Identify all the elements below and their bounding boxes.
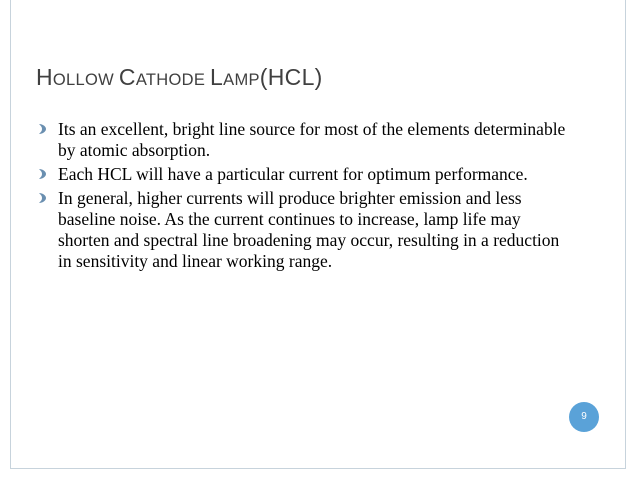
fleuron-bullet-icon <box>38 121 48 137</box>
title-word-ollow: OLLOW <box>52 71 119 89</box>
fleuron-bullet-icon <box>38 166 48 182</box>
bullet-text: In general, higher currents will produce brighter emission and less baseline noise. As the current continues to increase, lamp life may shorten and spectral line broadening may occur, resulting in a reduction in sensitivity and linear working range. <box>58 188 560 271</box>
page-number-badge: 9 <box>569 402 599 432</box>
title-initial-h: H <box>36 64 53 90</box>
fleuron-bullet-icon <box>38 190 48 206</box>
slide-title <box>36 62 323 95</box>
title-word-amp: AMP <box>223 71 260 89</box>
title-abbrev: (HCL) <box>259 64 323 90</box>
bullet-text: Its an excellent, bright line source for most of the elements determinable by atomic absorption. <box>58 119 566 160</box>
bullet-item <box>36 164 576 185</box>
bullet-item <box>36 119 576 161</box>
title-initial-c: C <box>118 64 136 90</box>
bullet-list <box>36 119 576 275</box>
bullet-text: Each HCL will have a particular current for optimum performance. <box>58 164 528 184</box>
bullet-item <box>36 188 576 272</box>
title-word-athode: ATHODE <box>135 71 211 89</box>
title-initial-l: L <box>210 64 224 90</box>
